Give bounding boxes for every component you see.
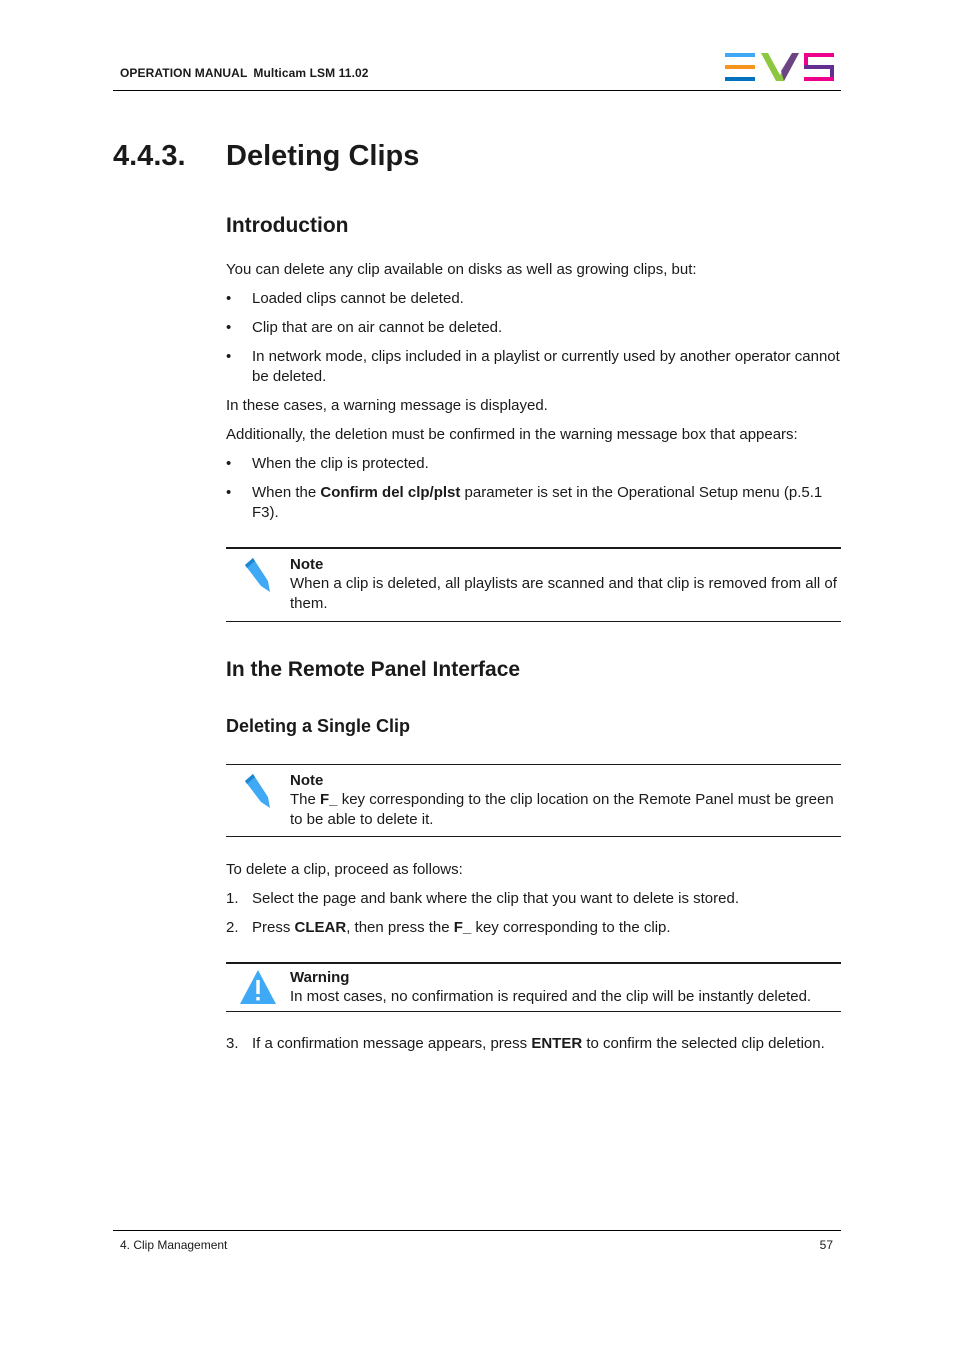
- text-run: parameter is set in the Operational Setup menu (p.5.1 F3).: [252, 484, 823, 521]
- footer-rule: [113, 1230, 841, 1231]
- step-text: [252, 918, 841, 938]
- section-title-text: Deleting Clips: [226, 140, 420, 172]
- note-title: Note: [290, 772, 324, 789]
- key-name: CLEAR: [294, 919, 347, 936]
- section-number: 4.4.3.: [113, 140, 186, 172]
- step-number: 1.: [226, 890, 239, 907]
- text-run: key corresponding to the clip location on the Remote Panel must be green to be able to delete it.: [290, 791, 834, 828]
- bullet-marker: •: [226, 290, 232, 307]
- warning-box: [226, 962, 841, 1012]
- logo-s-bottom: [804, 77, 834, 81]
- step-number: 3.: [226, 1035, 239, 1052]
- text-run: key corresponding to the clip.: [471, 919, 671, 936]
- list-item: [226, 347, 841, 387]
- text-run: to confirm the selected clip deletion.: [582, 1035, 825, 1052]
- evs-logo: [725, 53, 835, 81]
- list-item: [226, 289, 841, 309]
- intro-heading: Introduction: [226, 214, 349, 237]
- remote-subheading: Deleting a Single Clip: [226, 716, 411, 736]
- key-name: F_: [320, 791, 338, 808]
- list-item-text: When the clip is protected.: [252, 455, 429, 472]
- bullet-marker: •: [226, 348, 232, 365]
- note-text: [290, 790, 838, 830]
- page-number: 57: [819, 1238, 833, 1252]
- note-title: Note: [290, 556, 324, 573]
- footer-chapter: 4. Clip Management: [120, 1238, 228, 1252]
- text-run: When the: [252, 484, 321, 501]
- logo-s-top: [804, 53, 834, 57]
- step-text: [252, 1034, 841, 1054]
- logo-e-top: [725, 53, 755, 57]
- list-item-text: In network mode, clips included in a playlist or currently used by another operator cannot be deleted.: [252, 348, 840, 385]
- step-text: Select the page and bank where the clip that you want to delete is stored.: [252, 890, 739, 907]
- running-header: [120, 66, 369, 80]
- product-label: Multicam LSM 11.02: [253, 66, 369, 80]
- logo-e-mid: [725, 65, 755, 69]
- text-run: If a confirmation message appears, press: [252, 1035, 532, 1052]
- pencil-icon: [240, 771, 274, 811]
- note-box: [226, 764, 841, 837]
- logo-s-mid: [804, 65, 834, 69]
- list-item-text: Clip that are on air cannot be deleted.: [252, 319, 503, 336]
- bullet-marker: •: [226, 319, 232, 336]
- warning-text: In most cases, no confirmation is required and the clip will be instantly deleted.: [290, 988, 812, 1005]
- parameter-name: Confirm del clp/plst: [320, 484, 461, 501]
- section-title: [113, 140, 419, 173]
- pencil-icon: [240, 555, 274, 595]
- list-item-text: Loaded clips cannot be deleted.: [252, 290, 464, 307]
- step-item: [226, 889, 841, 909]
- warning-title: Warning: [290, 969, 350, 986]
- logo-s-left: [804, 53, 808, 67]
- header-rule: [113, 90, 841, 91]
- step-item: [226, 918, 841, 938]
- bullet-marker: •: [226, 455, 232, 472]
- remote-heading: In the Remote Panel Interface: [226, 658, 521, 681]
- list-item: [226, 454, 841, 474]
- list-item: [226, 318, 841, 338]
- warning-line: In these cases, a warning message is displayed.: [226, 397, 548, 414]
- key-name: F_: [453, 919, 472, 936]
- procedure-lead: To delete a clip, proceed as follows:: [226, 861, 463, 878]
- text-run: Press: [252, 919, 295, 936]
- logo-v-right: [781, 53, 799, 81]
- warning-triangle-icon: [239, 968, 277, 1006]
- text-run: The: [290, 791, 321, 808]
- step-number: 2.: [226, 919, 239, 936]
- step-item: [226, 1034, 841, 1054]
- additional-text: Additionally, the deletion must be confirmed in the warning message box that appears:: [226, 426, 798, 443]
- key-name: ENTER: [531, 1035, 583, 1052]
- bullet-marker: •: [226, 484, 232, 501]
- note-text: When a clip is deleted, all playlists are scanned and that clip is removed from all of them.: [290, 575, 837, 612]
- intro-lead: You can delete any clip available on disks as well as growing clips, but:: [226, 261, 697, 278]
- note-box: [226, 547, 841, 622]
- logo-e-bottom: [725, 77, 755, 81]
- list-item-text: [252, 483, 841, 523]
- text-run: , then press the: [346, 919, 454, 936]
- list-item: [226, 483, 841, 523]
- manual-label: OPERATION MANUAL: [120, 66, 248, 80]
